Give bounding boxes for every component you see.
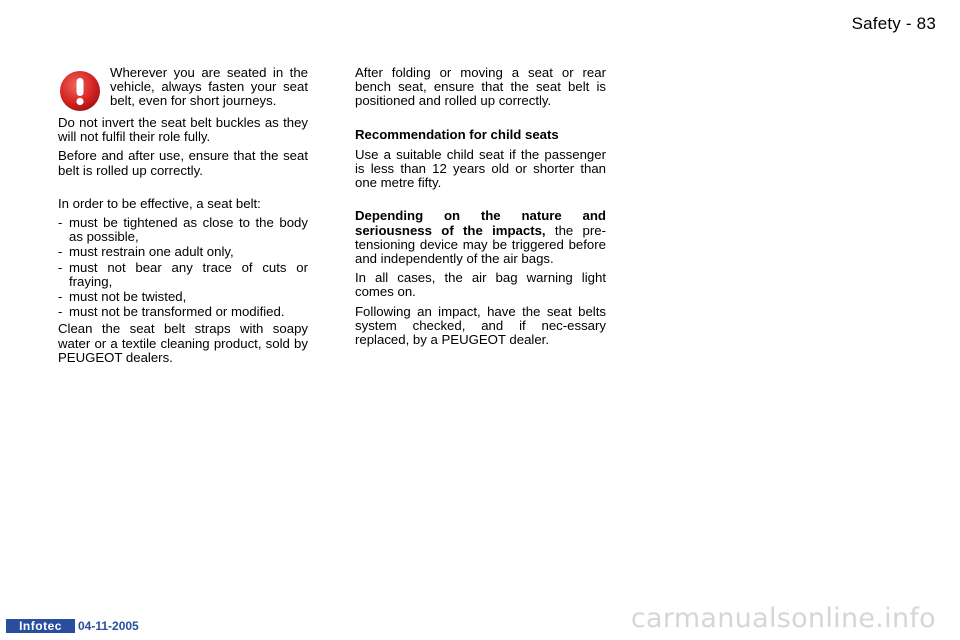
impact-text: the pre-tensioning device may be triggered before and independently of the air bags.	[355, 222, 606, 267]
list-item: - must not be transformed or modified.	[58, 305, 308, 319]
paragraph-invert-buckles: Do not invert the seat belt buckles as they will not fulfil their role fully.	[58, 115, 308, 145]
paragraph-child-seat: Use a suitable child seat if the passenger is less than 12 years old or shorter than one metre fifty.	[355, 146, 606, 191]
list-item: - must not bear any trace of cuts or fraying,	[58, 261, 308, 289]
list-item: - must be tightened as close to the body as possible,	[58, 216, 308, 244]
child-seats-heading: Recommendation for child seats	[355, 126, 559, 142]
paragraph-folding-seat: After folding or moving a seat or rear bench seat, ensure that the seat belt is positioned and rolled up correctly.	[355, 65, 606, 109]
page-title: Safety - 83	[851, 14, 936, 33]
warning-text: Wherever you are seated in the vehicle, always fasten your seat belt, even for short journeys.	[110, 65, 308, 109]
list-item: - must not be twisted,	[58, 290, 308, 304]
exclamation-warning-icon	[59, 70, 101, 112]
warning-block	[58, 66, 308, 112]
seat-belt-requirements-list	[58, 216, 308, 319]
paragraph-impact	[355, 209, 606, 266]
paragraph-cleaning: Clean the seat belt straps with soapy water or a textile cleaning product, sold by PEUGEOT dealers.	[58, 321, 308, 365]
infotec-logo: Infotec	[6, 619, 75, 633]
impact-bold-text: Depending on the nature and seriousness of the impacts,	[355, 208, 606, 238]
left-column	[58, 66, 308, 370]
paragraph-following-impact: Following an impact, have the seat belts system checked, and if nec-essary replaced, by a PEUGEOT dealer.	[355, 303, 606, 348]
right-column	[355, 66, 606, 352]
paragraph-airbag-light: In all cases, the air bag warning light comes on.	[355, 270, 606, 300]
watermark: carmanualsonline.info	[630, 603, 936, 634]
paragraph-effective: In order to be effective, a seat belt:	[58, 195, 261, 211]
paragraph-before-after-use: Before and after use, ensure that the seat belt is rolled up correctly.	[58, 148, 308, 178]
list-item: - must restrain one adult only,	[58, 245, 308, 259]
footer-date: 04-11-2005	[78, 619, 139, 633]
